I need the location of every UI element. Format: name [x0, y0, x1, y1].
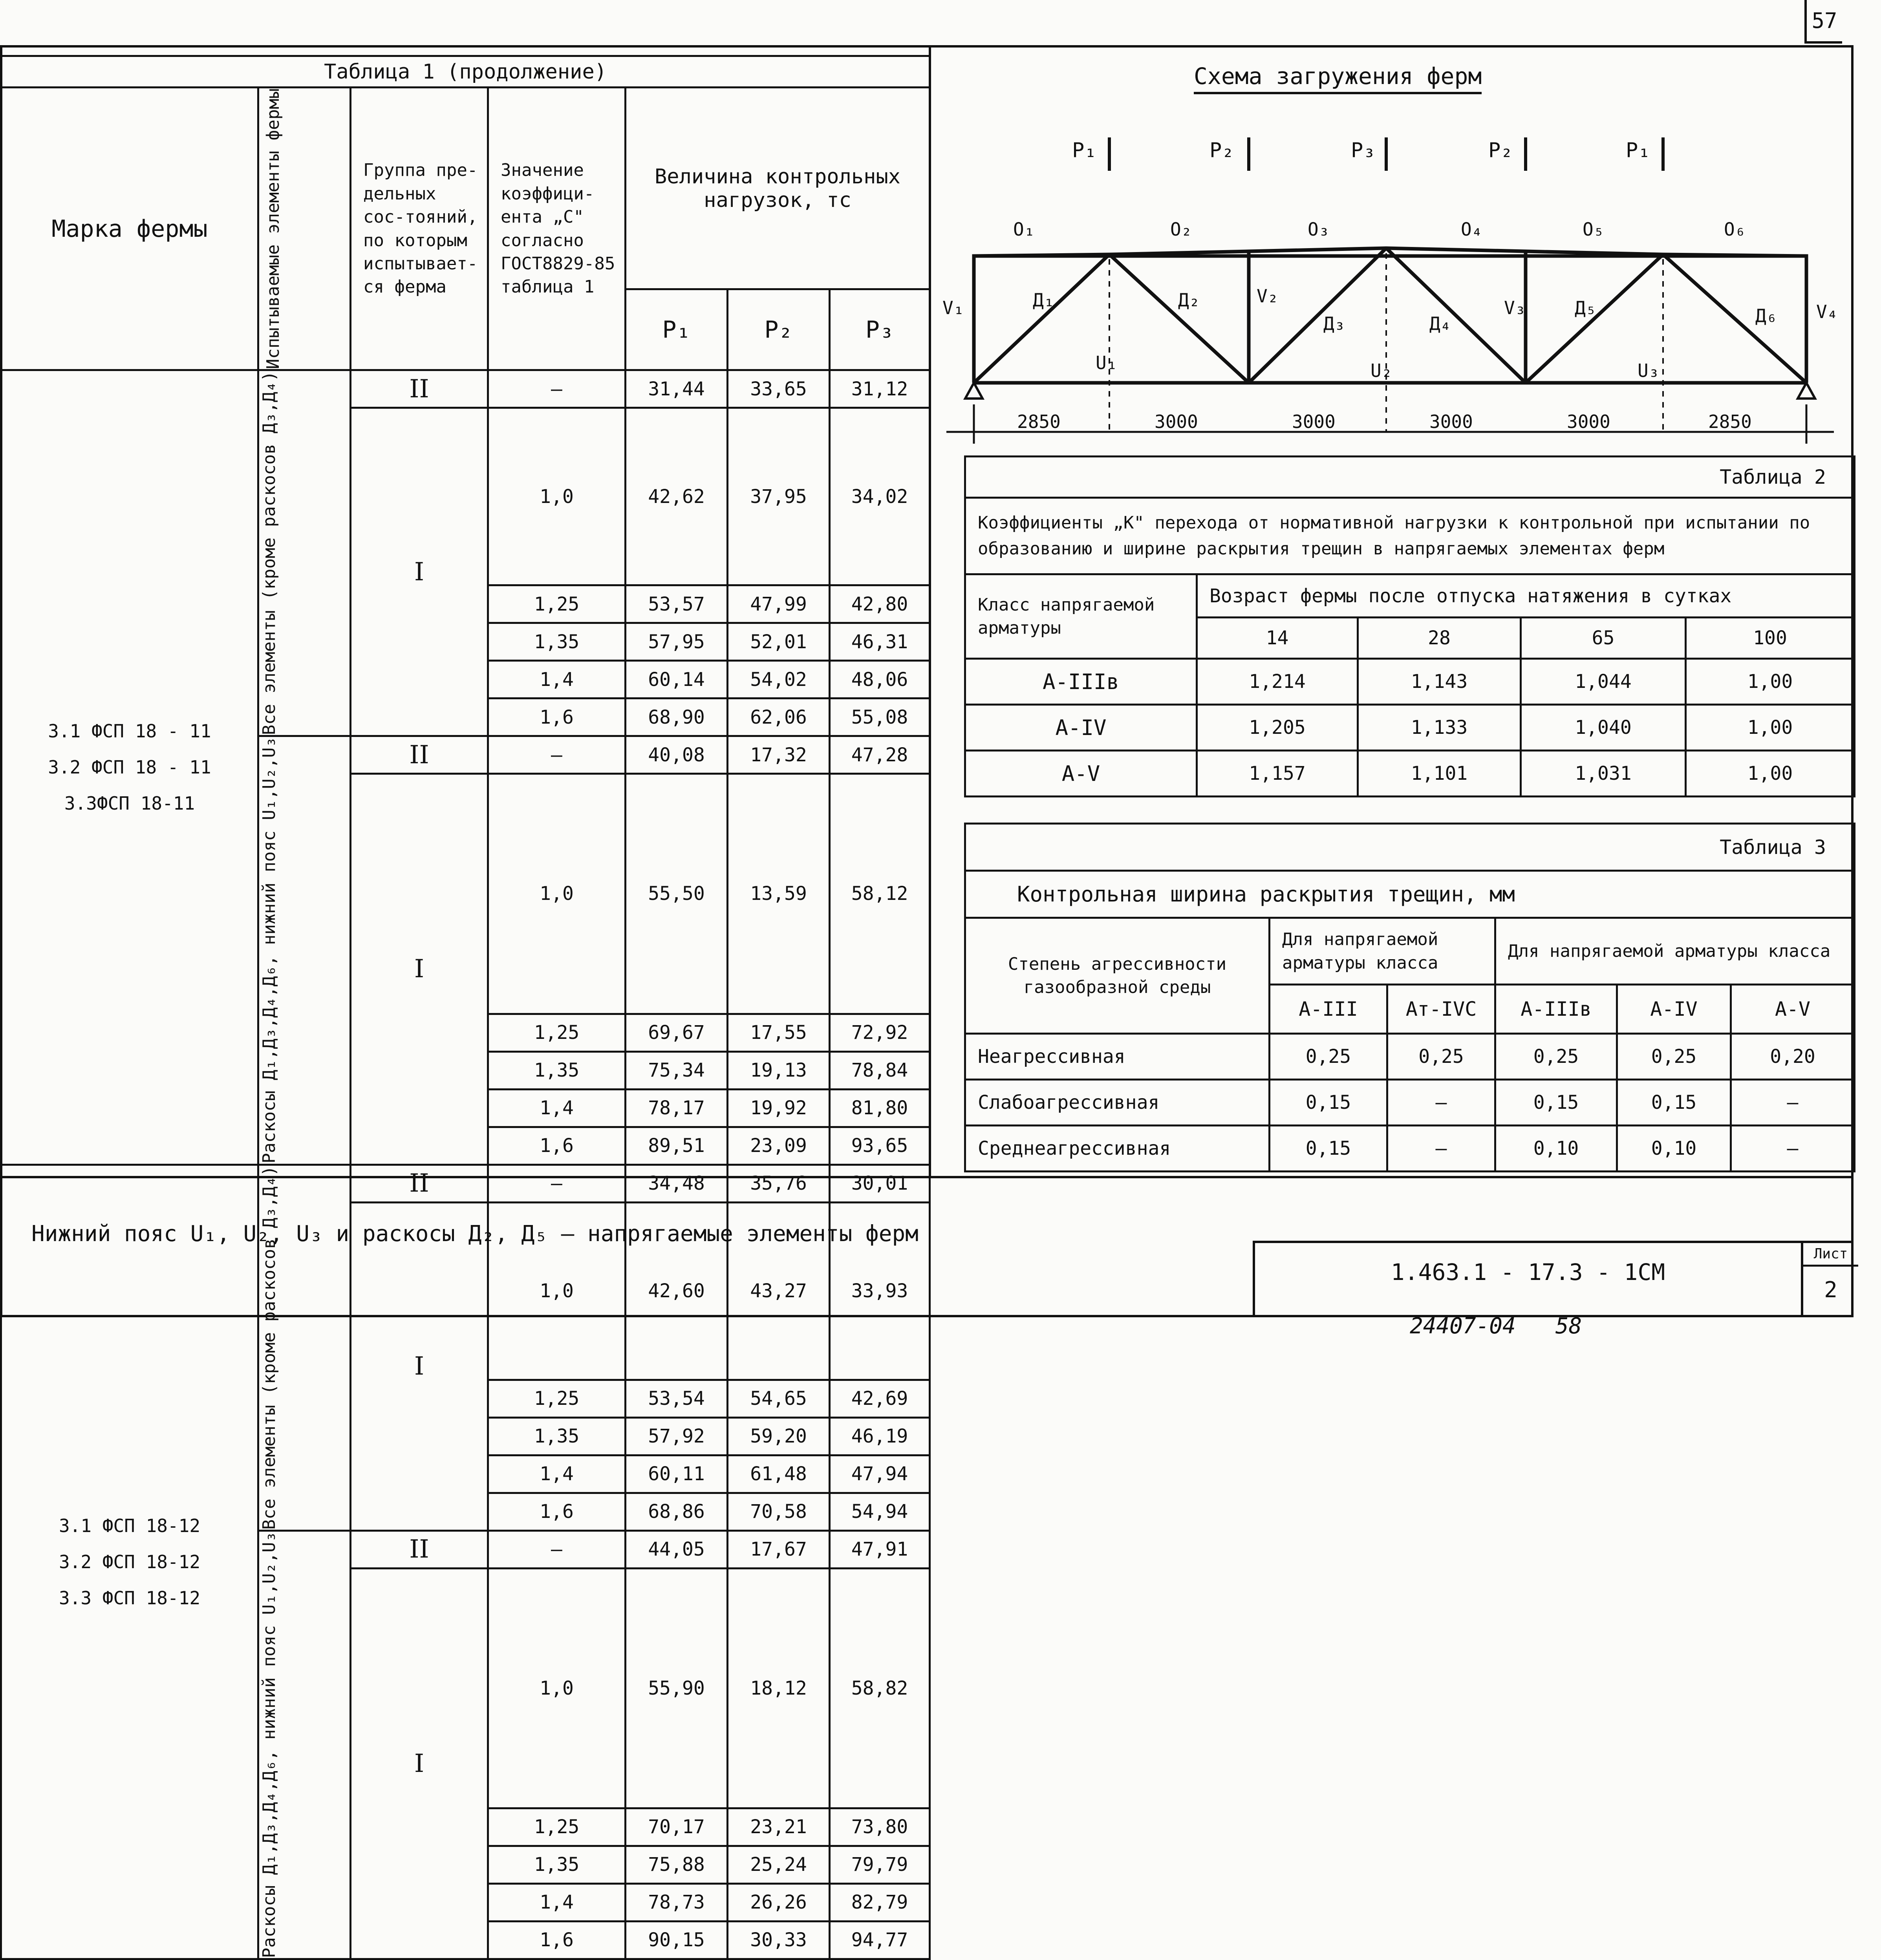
load-p3: 93,65	[830, 1127, 930, 1165]
coef-value: 1,25	[488, 585, 626, 623]
table-3-env-header: Степень агрессивности газообразной среды	[965, 918, 1270, 1034]
title-block	[1253, 1241, 1854, 1317]
load-p3: 33,93	[830, 1202, 930, 1380]
load-p2: 54,02	[728, 661, 830, 698]
load-p2: 13,59	[728, 774, 830, 1014]
load-p1: 68,90	[626, 698, 728, 736]
coef-value: 1,25	[488, 1380, 626, 1417]
coef-value: 1,4	[488, 661, 626, 698]
reinforcement-class: А-IIIв	[965, 659, 1197, 705]
table-3-title: Контрольная ширина раскрытия трещин, мм	[965, 871, 1855, 918]
load-p3: 47,94	[830, 1455, 930, 1493]
load-p1: 68,86	[626, 1493, 728, 1530]
table-2-body	[965, 659, 1855, 797]
crack-width: —	[1387, 1080, 1495, 1126]
coef-value: —	[488, 736, 626, 774]
header-elements	[258, 88, 351, 370]
span-6: 2850	[1708, 411, 1752, 432]
crack-width: 0,10	[1495, 1126, 1617, 1172]
tested-elements	[258, 1530, 351, 1959]
load-p1: 57,92	[626, 1417, 728, 1455]
load-p1: 34,48	[626, 1165, 728, 1202]
coef-value: 1,0	[488, 408, 626, 585]
table-1-caption: Таблица 1 (продолжение)	[1, 56, 930, 88]
load-p3: 48,06	[830, 661, 930, 698]
load-p2: 47,99	[728, 585, 830, 623]
diagonal-d4: Д₄	[1429, 313, 1451, 334]
truss-mark: 3.3ФСП 18-11	[64, 793, 195, 814]
crack-width: 0,25	[1270, 1034, 1387, 1080]
load-p3: 55,08	[830, 698, 930, 736]
footnote: Нижний пояс U₁, U₂, U₃ и раскосы Д₂, Д₅ – напрягаемые элементы ферм	[31, 1221, 919, 1247]
coef-value: 1,6	[488, 1127, 626, 1165]
crack-width: 0,25	[1387, 1034, 1495, 1080]
coef-value: 1,4	[488, 1089, 626, 1127]
diagonal-d6: Д₆	[1755, 305, 1777, 326]
crack-width: —	[1731, 1126, 1855, 1172]
coefficient-k: 1,00	[1686, 751, 1855, 797]
chord-o3: O₃	[1308, 219, 1330, 240]
truss-mark: 3.1 ФСП 18 - 11	[48, 720, 211, 742]
scheme-title: Схема загружения ферм	[1194, 63, 1482, 94]
load-p2: 17,55	[728, 1014, 830, 1051]
coef-value: —	[488, 370, 626, 408]
bottom-chord-u2: U₂	[1370, 360, 1392, 381]
age-14: 14	[1197, 618, 1358, 659]
coefficient-k: 1,00	[1686, 705, 1855, 751]
table-3-group-2: Для напрягаемой арматуры класса	[1495, 918, 1855, 985]
page-number-box	[1804, 0, 1842, 44]
header-coef: Значение коэффици-ента „С" согласно ГОСТ8829-85 таблица 1	[488, 88, 626, 370]
truss-mark: 3.2 ФСП 18-12	[59, 1551, 201, 1572]
sheet-label: Лист	[1803, 1243, 1858, 1267]
load-p2: 17,32	[728, 736, 830, 774]
reinforcement-class: А-IV	[1617, 985, 1731, 1034]
left-support	[965, 383, 983, 399]
crack-width: —	[1731, 1080, 1855, 1126]
table-3-body	[965, 1034, 1855, 1172]
header-loads: Величина контрольных нагрузок, тс	[626, 88, 930, 289]
load-p3: 46,31	[830, 623, 930, 661]
table-1-body	[1, 370, 930, 1959]
coefficient-k: 1,044	[1521, 659, 1686, 705]
load-p2: 19,13	[728, 1051, 830, 1089]
coefficient-k: 1,101	[1358, 751, 1521, 797]
load-p3: 94,77	[830, 1921, 930, 1959]
chord-o2: O₂	[1170, 219, 1192, 240]
table-3-group-1: Для напрягаемой арматуры класса	[1270, 918, 1495, 985]
load-p1: 78,73	[626, 1883, 728, 1921]
load-p3: 42,80	[830, 585, 930, 623]
load-p1: 44,05	[626, 1530, 728, 1568]
age-65: 65	[1521, 618, 1686, 659]
load-p3: 34,02	[830, 408, 930, 585]
header-p1: Р₁	[626, 289, 728, 370]
load-p1: 70,17	[626, 1808, 728, 1846]
load-label-p1: P₁	[1072, 139, 1097, 162]
load-p2: 26,26	[728, 1883, 830, 1921]
reinforcement-class: А-IIIв	[1495, 985, 1617, 1034]
load-p1: 42,62	[626, 408, 728, 585]
table-2-class-header: Класс напрягаемой арматуры	[965, 574, 1197, 659]
crack-width: 0,15	[1617, 1080, 1731, 1126]
load-p1: 53,54	[626, 1380, 728, 1417]
load-p1: 60,14	[626, 661, 728, 698]
coef-value: —	[488, 1530, 626, 1568]
age-28: 28	[1358, 618, 1521, 659]
tested-elements	[258, 1165, 351, 1530]
page-number: 57	[1811, 8, 1837, 33]
truss-mark: 3.2 ФСП 18 - 11	[48, 757, 211, 778]
header-elements-text: Испытываемые элементы фермы	[263, 88, 283, 369]
dimension-line	[946, 404, 1834, 444]
table-row	[965, 751, 1855, 797]
tested-elements-text: Раскосы Д₁,Д₃,Д₄,Д₆, нижний пояс U₁,U₂,U₃	[259, 737, 279, 1164]
vertical-v4: V₄	[1816, 301, 1838, 322]
load-p1: 78,17	[626, 1089, 728, 1127]
coefficient-k: 1,205	[1197, 705, 1358, 751]
truss-marks	[1, 370, 258, 1165]
vertical-v3: V₃	[1504, 297, 1526, 318]
chord-o4: O₄	[1461, 219, 1483, 240]
load-p1: 69,67	[626, 1014, 728, 1051]
load-p1: 31,44	[626, 370, 728, 408]
load-p1: 60,11	[626, 1455, 728, 1493]
environment-aggressiveness: Слабоагрессивная	[965, 1080, 1270, 1126]
coefficient-k: 1,143	[1358, 659, 1521, 705]
load-p1: 55,50	[626, 774, 728, 1014]
header-p3: Р₃	[830, 289, 930, 370]
right-support	[1798, 383, 1815, 399]
limit-state-group: II	[351, 1530, 488, 1568]
load-p3: 72,92	[830, 1014, 930, 1051]
panel-axes	[1109, 253, 1663, 432]
reinforcement-class: А-V	[1731, 985, 1855, 1034]
load-p2: 54,65	[728, 1380, 830, 1417]
truss-mark: 3.3 ФСП 18-12	[59, 1587, 201, 1609]
load-p3: 82,79	[830, 1883, 930, 1921]
span-2: 3000	[1155, 411, 1198, 432]
limit-state-group: I	[351, 1568, 488, 1959]
load-p3: 54,94	[830, 1493, 930, 1530]
span-1: 2850	[1017, 411, 1061, 432]
coef-value: 1,6	[488, 1493, 626, 1530]
coefficient-k: 1,00	[1686, 659, 1855, 705]
span-5: 3000	[1567, 411, 1610, 432]
document-code: 1.463.1 - 17.3 - 1СМ	[1391, 1259, 1665, 1285]
table-row	[965, 659, 1855, 705]
diagonal-d1: Д₁	[1033, 289, 1055, 311]
table-2-description: Коэффициенты „К" перехода от нормативной нагрузки к контрольной при испытании по образованию и ширине раскрытия трещин в напрягаемых элементах ферм	[965, 498, 1855, 574]
load-p2: 25,24	[728, 1846, 830, 1883]
load-p1: 55,90	[626, 1568, 728, 1808]
header-mark: Марка фермы	[1, 88, 258, 370]
crack-width: 0,20	[1731, 1034, 1855, 1080]
diagonal-d5: Д₅	[1575, 297, 1597, 318]
sheet-number: 2	[1824, 1277, 1837, 1303]
limit-state-group: I	[351, 774, 488, 1165]
load-p1: 90,15	[626, 1921, 728, 1959]
coef-value: 1,35	[488, 1846, 626, 1883]
load-p3: 42,69	[830, 1380, 930, 1417]
table-2	[964, 455, 1855, 797]
diagonal-d3: Д₃	[1323, 313, 1345, 334]
load-p3: 81,80	[830, 1089, 930, 1127]
truss-marks	[1, 1165, 258, 1959]
load-p3: 58,82	[830, 1568, 930, 1808]
load-p2: 23,21	[728, 1808, 830, 1846]
table-row	[965, 705, 1855, 751]
load-p1: 89,51	[626, 1127, 728, 1165]
load-p3: 46,19	[830, 1417, 930, 1455]
table-3	[964, 823, 1855, 1172]
load-p1: 42,60	[626, 1202, 728, 1380]
coefficient-k: 1,040	[1521, 705, 1686, 751]
load-p2: 43,27	[728, 1202, 830, 1380]
load-p1: 53,57	[626, 585, 728, 623]
tested-elements-text: Все элементы (кроме раскосов Д₃,Д₄)	[259, 1165, 279, 1530]
load-p2: 52,01	[728, 623, 830, 661]
table-row	[965, 1126, 1855, 1172]
load-p1: 40,08	[626, 736, 728, 774]
tested-elements	[258, 736, 351, 1165]
table-row	[1, 1165, 930, 1202]
tested-elements-text: Раскосы Д₁,Д₃,Д₄,Д₆, нижний пояс U₁,U₂,U₃	[259, 1531, 279, 1958]
coef-value: 1,35	[488, 1417, 626, 1455]
coef-value: 1,35	[488, 1051, 626, 1089]
environment-aggressiveness: Среднеагрессивная	[965, 1126, 1270, 1172]
limit-state-group: I	[351, 408, 488, 736]
load-label-p3: P₃	[1351, 139, 1376, 162]
coef-value: 1,4	[488, 1455, 626, 1493]
coef-value: 1,0	[488, 1202, 626, 1380]
header-p2: Р₂	[728, 289, 830, 370]
coef-value: 1,4	[488, 1883, 626, 1921]
load-p2: 23,09	[728, 1127, 830, 1165]
reinforcement-class: Aт-IVС	[1387, 985, 1495, 1034]
crack-width: 0,25	[1617, 1034, 1731, 1080]
load-p1: 75,34	[626, 1051, 728, 1089]
vertical-v2: V₂	[1257, 285, 1279, 307]
coefficient-k: 1,214	[1197, 659, 1358, 705]
limit-state-group: II	[351, 1165, 488, 1202]
crack-width: 0,15	[1270, 1126, 1387, 1172]
load-p3: 79,79	[830, 1846, 930, 1883]
crack-width: —	[1387, 1126, 1495, 1172]
coef-value: 1,0	[488, 1568, 626, 1808]
load-p2: 62,06	[728, 698, 830, 736]
crack-width: 0,25	[1495, 1034, 1617, 1080]
tested-elements	[258, 370, 351, 736]
table-row	[965, 1034, 1855, 1080]
span-4: 3000	[1429, 411, 1473, 432]
load-p3: 31,12	[830, 370, 930, 408]
load-p3: 47,28	[830, 736, 930, 774]
table-2-age-header: Возраст фермы после отпуска натяжения в сутках	[1197, 574, 1855, 618]
reinforcement-class: А-V	[965, 751, 1197, 797]
vertical-v1: V₁	[942, 297, 964, 318]
coefficient-k: 1,133	[1358, 705, 1521, 751]
crack-width: 0,15	[1270, 1080, 1387, 1126]
load-label-p2b: P₂	[1488, 139, 1513, 162]
header-group: Группа пре-дельных сос-тояний, по которым испытывает-ся ферма	[351, 88, 488, 370]
load-p2: 19,92	[728, 1089, 830, 1127]
bottom-chord-u1: U₁	[1096, 352, 1118, 373]
load-p2: 33,65	[728, 370, 830, 408]
load-arrows	[1109, 137, 1663, 171]
crack-width: 0,10	[1617, 1126, 1731, 1172]
crack-width: 0,15	[1495, 1080, 1617, 1126]
load-p2: 35,76	[728, 1165, 830, 1202]
environment-aggressiveness: Неагрессивная	[965, 1034, 1270, 1080]
coefficient-k: 1,031	[1521, 751, 1686, 797]
diagonal-d2: Д₂	[1178, 289, 1200, 311]
load-p2: 17,67	[728, 1530, 830, 1568]
chord-o5: O₅	[1583, 219, 1605, 240]
table-1	[0, 55, 931, 1960]
table-row	[1, 370, 930, 408]
load-p2: 61,48	[728, 1455, 830, 1493]
load-p2: 18,12	[728, 1568, 830, 1808]
table-row	[965, 1080, 1855, 1126]
load-p2: 59,20	[728, 1417, 830, 1455]
coef-value: 1,6	[488, 1921, 626, 1959]
limit-state-group: I	[351, 1202, 488, 1530]
load-p3: 78,84	[830, 1051, 930, 1089]
load-p1: 57,95	[626, 623, 728, 661]
load-p1: 75,88	[626, 1846, 728, 1883]
load-p3: 47,91	[830, 1530, 930, 1568]
coef-value: —	[488, 1165, 626, 1202]
coef-value: 1,0	[488, 774, 626, 1014]
archive-number: 24407-04 58	[1410, 1313, 1582, 1339]
load-label-p1b: P₁	[1626, 139, 1650, 162]
coef-value: 1,25	[488, 1014, 626, 1051]
coef-value: 1,25	[488, 1808, 626, 1846]
load-p2: 70,58	[728, 1493, 830, 1530]
age-100: 100	[1686, 618, 1855, 659]
load-p3: 73,80	[830, 1808, 930, 1846]
limit-state-group: II	[351, 736, 488, 774]
load-label-p2: P₂	[1209, 139, 1234, 162]
span-3: 3000	[1292, 411, 1336, 432]
load-p2: 30,33	[728, 1921, 830, 1959]
bottom-chord-u3: U₃	[1638, 360, 1660, 381]
coefficient-k: 1,157	[1197, 751, 1358, 797]
sheet-box	[1801, 1243, 1858, 1317]
reinforcement-class: А-IV	[965, 705, 1197, 751]
reinforcement-class: А-III	[1270, 985, 1387, 1034]
truss-diagram	[939, 118, 1850, 455]
coef-value: 1,35	[488, 623, 626, 661]
load-p3: 30,01	[830, 1165, 930, 1202]
chord-o1: O₁	[1013, 219, 1035, 240]
table-2-caption: Таблица 2	[965, 457, 1855, 498]
tested-elements-text: Все элементы (кроме раскосов Д₃,Д₄)	[259, 371, 279, 735]
load-p3: 58,12	[830, 774, 930, 1014]
truss-mark: 3.1 ФСП 18-12	[59, 1515, 201, 1536]
table-3-caption: Таблица 3	[965, 824, 1855, 871]
chord-o6: O₆	[1724, 219, 1746, 240]
coef-value: 1,6	[488, 698, 626, 736]
limit-state-group: II	[351, 370, 488, 408]
load-p2: 37,95	[728, 408, 830, 585]
